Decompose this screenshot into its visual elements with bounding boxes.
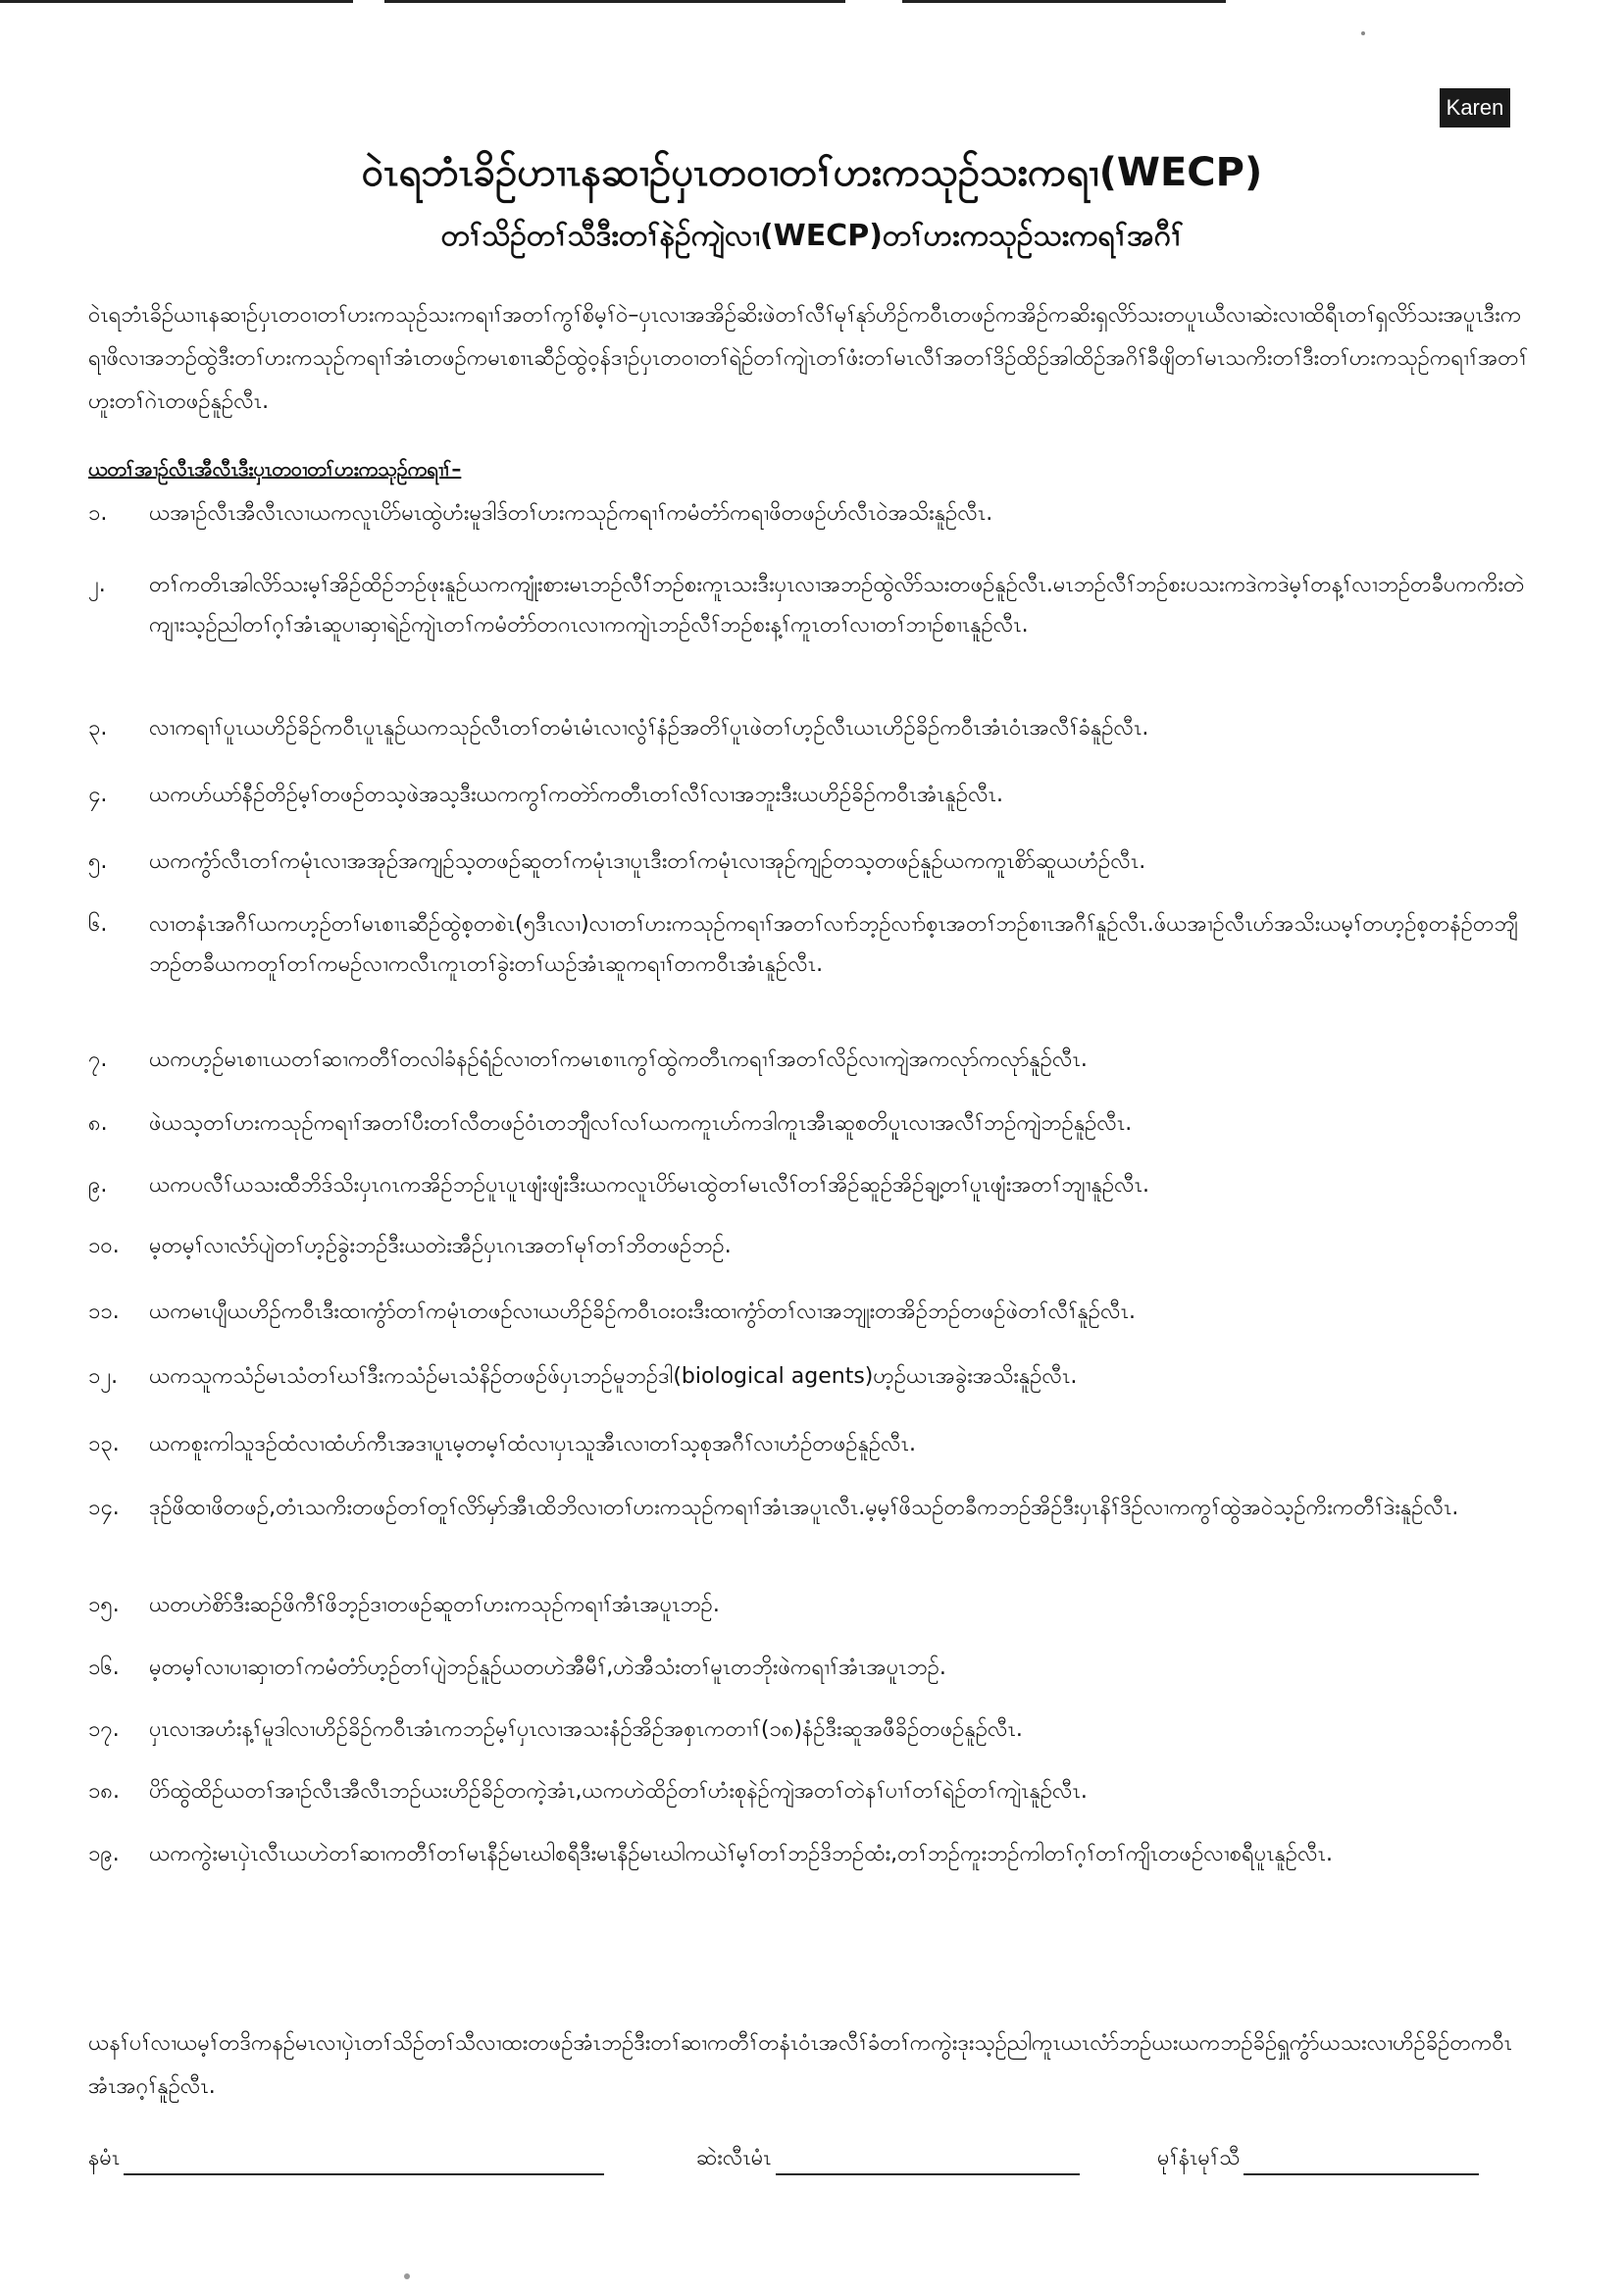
rule-number: ၁. bbox=[88, 501, 108, 526]
name-label: နမံၤ bbox=[88, 2146, 121, 2170]
rule-text: ယကပလီၢ်ယသးထီဘိဒ်သိးပှၤဂၤကအိဉ်ဘဉ်ပူၤပူၤဖျံးဖျံးဒီးယကလူၤပိာ်မၤထွဲတၢ်မၤလီၢ်တၢ်အိဉ်ဆူဉ်အိဉ်ချ့တၢ်ပူၤဖျံးအတၢ်ဘျၢနူဉ်လီၤ. bbox=[149, 1173, 1150, 1198]
rule-item bbox=[88, 1424, 1530, 1464]
rule-number: ၁၇. bbox=[88, 1717, 120, 1742]
rule-number: ၄. bbox=[88, 783, 108, 807]
rule-text: ယကမၤပျီယဟိဉ်ကဝီၤဒီးထၢကွံာ်တၢ်ကမုံၤတဖဉ်လၢယဟိဉ်ခိဉ်ကဝီၤဝးဝးဒီးထၢကွံာ်တၢ်လၢအဘျုးတအိဉ်ဘဉ်တဖဉ်ဖဲတၢ်လီၢ်နူဉ်လီၤ. bbox=[149, 1300, 1136, 1324]
date-line[interactable] bbox=[1243, 2148, 1479, 2175]
rule-item bbox=[88, 1103, 1530, 1144]
rule-number: ၆. bbox=[88, 912, 108, 937]
top-edge-rule-right bbox=[902, 0, 1226, 3]
rule-item bbox=[88, 708, 1530, 748]
rule-text: လၢကရၢၢ်ပူၤယဟိဉ်ခိဉ်ကဝီၤပူၤနူဉ်ယကသုဉ်လီၤတၢ်တမံၤမံၤလၢလွံၢ်နံဉ်အတိၢ်ပူၤဖဲတၢ်ဟ့ဉ်လီၤယၤဟိဉ်ခိဉ်ကဝီၤအံၤဝံၤအလီၢ်ခံနူဉ်လီၤ. bbox=[149, 716, 1149, 740]
rule-number: ၁၅. bbox=[88, 1593, 120, 1617]
rule-number: ၁၈. bbox=[88, 1779, 120, 1804]
rule-number: ၁၀. bbox=[88, 1234, 120, 1258]
rule-number: ၅. bbox=[88, 849, 108, 874]
rule-number: ၁၃. bbox=[88, 1432, 120, 1456]
rule-text: လၢတနံၤအဂီၢ်ယကဟ့ဉ်တၢ်မၤစၢၤဆီဉ်ထွဲစ့တစဲၤ(၅ဒီၤလၢ)လၢတၢ်ဟးကသုဉ်ကရၢၢ်အတၢ်လၢာ်ဘ့ဉ်လၢာ်စ့ၤအတၢ်ဘဉ်စၢၤအဂီၢ်နူဉ်လီၤ.ဖ်ယအၢဉ်လီၤဟ်အသိးယမ့ၢ်တဟ့ဉ်စ့တနံဉ်တဘျီဘဉ်တခီယကတူၢ်တၢ်ကမဉ်လၢကလီၤကူၤတၢ်ခွဲးတၢ်ယဉ်အံၤဆူကရၢၢ်တကဝီၤအံၤနူဉ်လီၤ. bbox=[149, 912, 1519, 977]
signature-field[interactable] bbox=[696, 2143, 1080, 2175]
rule-item bbox=[88, 1585, 1530, 1625]
rule-number: ၁၁. bbox=[88, 1300, 120, 1324]
rule-item bbox=[88, 841, 1530, 882]
rule-number: ၉. bbox=[88, 1173, 108, 1198]
date-label: မုၢ်နံၤမုၢ်သီ bbox=[1157, 2146, 1241, 2170]
rule-text: ယကဟ့ဉ်မၤစၢၤယတၢ်ဆၢကတီၢ်တလါခံနဉ်ရံဉ်လၢတၢ်ကမၤစၢၤကွၢ်ထွဲကတီၤကရၢၢ်အတၢ်လိဉ်လၢကျဲအကလုာ်ကလုာ်နူဉ်လီၤ. bbox=[149, 1047, 1088, 1072]
rules-heading: ယတၢ်အၢဉ်လီၤအီလီၤဒီးပှၤတဝၢတၢ်ဟးကသုဉ်ကရၢၢ်– bbox=[88, 457, 462, 481]
scan-speck bbox=[404, 2273, 410, 2279]
rule-text: ပှၤလၢအဟံးန့ၢ်မူဒါလၢဟိဉ်ခိဉ်ကဝီၤအံၤကဘဉ်မ့ၢ်ပှၤလၢအသးနံဉ်အိဉ်အစှၤကတၢၢ်(၁၈)နံဉ်ဒီးဆူအဖီခိဉ်တဖဉ်နူဉ်လီၤ. bbox=[149, 1717, 1023, 1742]
signature-line[interactable] bbox=[776, 2148, 1080, 2175]
name-line[interactable] bbox=[124, 2148, 604, 2175]
top-edge-rule-left bbox=[0, 0, 353, 3]
signature-label: ဆဲးလီၤမံၤ bbox=[696, 2146, 772, 2170]
name-field[interactable] bbox=[88, 2143, 604, 2175]
rule-item bbox=[88, 1488, 1530, 1528]
rule-text: တၢ်ကတိၤအါလိာ်သးမ့ၢ်အိဉ်ထိဉ်ဘဉ်ဖုးနူဉ်ယကကျုံးစားမၤဘဉ်လီၢ်ဘဉ်စးကူၤသးဒီးပှၤလၢအဘဉ်ထွဲလိာ်သးတဖဉ်နူဉ်လီၤ.မၤဘဉ်လီၢ်ဘဉ်စးပသးကဒဲကဒဲမ့ၢ်တန့ၢ်လၢဘဉ်တခီပကကိးတဲကျၢးသ့ဉ်ညါတၢ်ဂ့ၢ်အံၤဆူပၢဆှၢရဲဉ်ကျဲၤတၢ်ကမံတံာ်တဂၤလၢကကျဲၤဘဉ်လီၢ်ဘဉ်စးန့ၢ်ကူၤတၢ်လၢတၢ်ဘၢဉ်စၢၤနူဉ်လီၤ. bbox=[149, 573, 1525, 637]
rule-text: ဖဲယသ့တၢ်ဟးကသုဉ်ကရၢၢ်အတၢ်ပီးတၢ်လီတဖဉ်ဝံၤတဘျီလၢ်လၢ်ယကကူၤဟ်ကဒါကူၤအီၤဆူစတိပူၤလၢအလီၢ်ဘဉ်ကျဲဘဉ်နူဉ်လီၤ. bbox=[149, 1111, 1133, 1136]
signature-row bbox=[88, 2143, 1530, 2182]
rule-text: မ့တမ့ၢ်လၢပၢဆှၢတၢ်ကမံတံာ်ဟ့ဉ်တၢ်ပျဲဘဉ်နူဉ်ယတဟဲအီမီၢ်,ဟဲအီသံးတၢ်မူၤတဘိုးဖဲကရၢၢ်အံၤအပူၤဘဉ်. bbox=[149, 1656, 946, 1680]
rule-item bbox=[88, 1356, 1530, 1397]
rule-number: ၁၂. bbox=[88, 1364, 119, 1389]
rule-item bbox=[88, 1709, 1530, 1750]
intro-paragraph: ဝဲၤရဘံၤခိဉ်ယၢၤနဆၢဉ်ပှၤတဝၢတၢ်ဟးကသုဉ်သးကရၢၢ်အတၢ်ကွၢ်စိမ့ၢ်ဝဲ–ပှၤလၢအအိဉ်ဆိးဖဲတၢ်လီၢ်မုၢ်နုာ်ဟိဉ်ကဝီၤတဖဉ်ကအိဉ်ကဆိးရှလိာ်သးတပူၤယီလၢဆဲးလၢထိရီၤတၢ်ရှလိာ်သးအပူၤဒီးကရၢဖိလၢအဘဉ်ထွဲဒီးတၢ်ဟးကသုဉ်ကရၢၢ်အံၤတဖဉ်ကမၤစၢၤဆီဉ်ထွဲဝ့န်ဒၢဉ်ပှၤတဝၢတၢ်ရဲဉ်တၢ်ကျဲၤတၢ်ဖံးတၢ်မၤလီၢ်အတၢ်ဒိဉ်ထိဉ်အါထိဉ်အဂိၢ်ခီဖျိတၢ်မၤသကိးတၢ်ဒီးတၢ်ဟးကသုဉ်ကရၢၢ်အတၢ်ဟူးတၢ်ဂဲၤတဖဉ်နူဉ်လီၤ. bbox=[88, 303, 1528, 414]
rule-text: ယကစူးကါသူဒဉ်ထံလၢထံဟ်ကီၤအဒၢပူၤမ့တမ့ၢ်ထံလၢပှၤသူအီၤလၢတၢ်သ့စုအဂီၢ်လၢဟံဉ်တဖဉ်နူဉ်လီၤ. bbox=[149, 1432, 917, 1456]
rule-item bbox=[88, 1040, 1530, 1080]
rule-item bbox=[88, 1165, 1530, 1205]
rule-item bbox=[88, 565, 1530, 645]
rule-item bbox=[88, 1771, 1530, 1811]
rule-number: ၈. bbox=[88, 1111, 108, 1136]
rule-item bbox=[88, 1834, 1530, 1874]
rule-item bbox=[88, 493, 1530, 534]
rule-number: ၁၆. bbox=[88, 1656, 120, 1680]
rule-text: ဒုဉ်ဖိထၢဖိတဖဉ်,တံၤသကိးတဖဉ်တၢ်တူၢ်လိာ်မှာ်အီၤထိဘိလၢတၢ်ဟးကသုဉ်ကရၢၢ်အံၤအပူၤလီၤ.မ့မ့ၢ်ဖိသဉ်တခီကဘဉ်အိဉ်ဒီးပှၤနိၢ်ဒိဉ်လၢကကွၢ်ထွဲအဝဲသ့ဉ်ကိးကတီၢ်ဒဲးနူဉ်လီၤ. bbox=[149, 1496, 1459, 1520]
rule-number: ၁၉. bbox=[88, 1842, 120, 1866]
rule-text: ယအၢဉ်လီၤအီလီၤလၢယကလူၤပိာ်မၤထွဲဟံးမူဒါဒ်တၢ်ဟးကသုဉ်ကရၢၢ်ကမံတံာ်ကရၢဖိတဖဉ်ဟ်လီၤဝဲအသိးနူဉ်လီၤ. bbox=[149, 501, 993, 526]
rule-item bbox=[88, 1226, 1530, 1266]
rule-number: ၇. bbox=[88, 1047, 108, 1072]
rule-text: မ့တမ့ၢ်လၢလံာ်ပျဲတၢ်ဟ့ဉ်ခွဲးဘဉ်ဒီးယတဲးအီဉ်ပှၤဂၤအတၢ်မုၢ်တၢ်ဘိတဖဉ်ဘဉ်. bbox=[149, 1234, 732, 1258]
top-edge-rule-middle bbox=[384, 0, 845, 3]
closing-statement: ယနၢ်ပၢ်လၢယမ့ၢ်တဒိကနဉ်မၤလၢပှဲၤတၢ်သိဉ်တၢ်သီလၢထးတဖဉ်အံၤဘဉ်ဒီးတၢ်ဆၢကတီၢ်တနံၤဝံၤအလီၢ်ခံတၢ်ကကွဲးဒုးသ့ဉ်ညါကူၤယၤလံာ်ဘဉ်ယးယကဘဉ်ခိဉ်ရှူကွံာ်ယသးလၢဟိဉ်ခိဉ်တကဝီၤအံၤအဂ့ၢ်နူဉ်လီၤ. bbox=[88, 2031, 1512, 2099]
page-subtitle: တၢ်သိဉ်တၢ်သီဒီးတၢ်နဲဉ်ကျဲလၢ(WECP)တၢ်ဟးကသုဉ်သးကရၢ်အဂီၢ် bbox=[440, 219, 1184, 253]
rule-text: ယကဟ်ယာ်နီဉ်တိဉ်မ့ၢ်တဖဉ်တသ့ဖဲအသ့ဒီးယကကွၢ်ကတဲာ်ကတီၤတၢ်လီၢ်လၢအဘူးဒီးယဟိဉ်ခိဉ်ကဝီၤအံၤနူဉ်လီၤ. bbox=[149, 783, 1003, 807]
rule-item bbox=[88, 904, 1530, 985]
page-title: ဝဲၤရဘံၤခိဉ်ပာၢၤနဆၢဉ်ပှၤတဝၢတၢ်ဟးကသုဉ်သးကရၢ(WECP) bbox=[361, 150, 1263, 195]
rule-item bbox=[88, 1648, 1530, 1688]
rule-text: ယတဟဲစိာ်ဒီးဆဉ်ဖိကီၢ်ဖိဘ့ဉ်ဒၢတဖဉ်ဆူတၢ်ဟးကသုဉ်ကရၢၢ်အံၤအပူၤဘဉ်. bbox=[149, 1593, 720, 1617]
rule-text: ယကကွဲးမၤပှဲၤလီၤယဟဲတၢ်ဆၢကတီၢ်တၢ်မၤနီဉ်မၤဃါစရီဒီးမၤနီဉ်မၤဃါကယဲၢ်မ့ၢ်တၢ်ဘဉ်ဒိဘဉ်ထံး,တၢ်ဘဉ်ကူးဘဉ်ကါတၢ်ဂ့ၢ်တၢ်ကျိၤတဖဉ်လၢစရီပူၤနူဉ်လီၤ. bbox=[149, 1842, 1333, 1866]
rule-number: ၁၄. bbox=[88, 1496, 120, 1520]
rule-item bbox=[88, 775, 1530, 815]
rule-number: ၃. bbox=[88, 716, 108, 740]
rule-text: ယကသူကသံဉ်မၤသံတၢ်ဃၢ်ဒီးကသံဉ်မၤသံနိဉ်တဖဉ်ဖ်ပှၤဘဉ်မူဘဉ်ဒါ(biological agents)ဟ့ဉ်ယၤအခွဲးအသိးနူဉ်လီၤ. bbox=[149, 1364, 1078, 1389]
rule-number: ၂. bbox=[88, 573, 106, 597]
language-badge: Karen bbox=[1440, 88, 1510, 127]
rule-text: ပိာ်ထွဲထိဉ်ယတၢ်အၢဉ်လီၤအီလီၤဘဉ်ယးဟိဉ်ခိဉ်တကဲ့အံၤ,ယကဟဲထိဉ်တၢ်ဟံးစုနဲဉ်ကျဲအတၢ်တဲနၢ်ပၢၢ်တၢ်ရဲဉ်တၢ်ကျဲၤနူဉ်လီၤ. bbox=[149, 1779, 1088, 1804]
scan-speck bbox=[1361, 31, 1365, 35]
rule-text: ယကကွံာ်လီၤတၢ်ကမုံၤလၢအအုဉ်အကျဉ်သ့တဖဉ်ဆူတၢ်ကမုံၤဒၢပူၤဒီးတၢ်ကမုံၤလၢအုဉ်ကျဉ်တသ့တဖဉ်နူဉ်ယကကူၤစိာ်ဆူယဟံဉ်လီၤ. bbox=[149, 849, 1146, 874]
date-field[interactable] bbox=[1157, 2143, 1479, 2175]
rule-item bbox=[88, 1292, 1530, 1332]
